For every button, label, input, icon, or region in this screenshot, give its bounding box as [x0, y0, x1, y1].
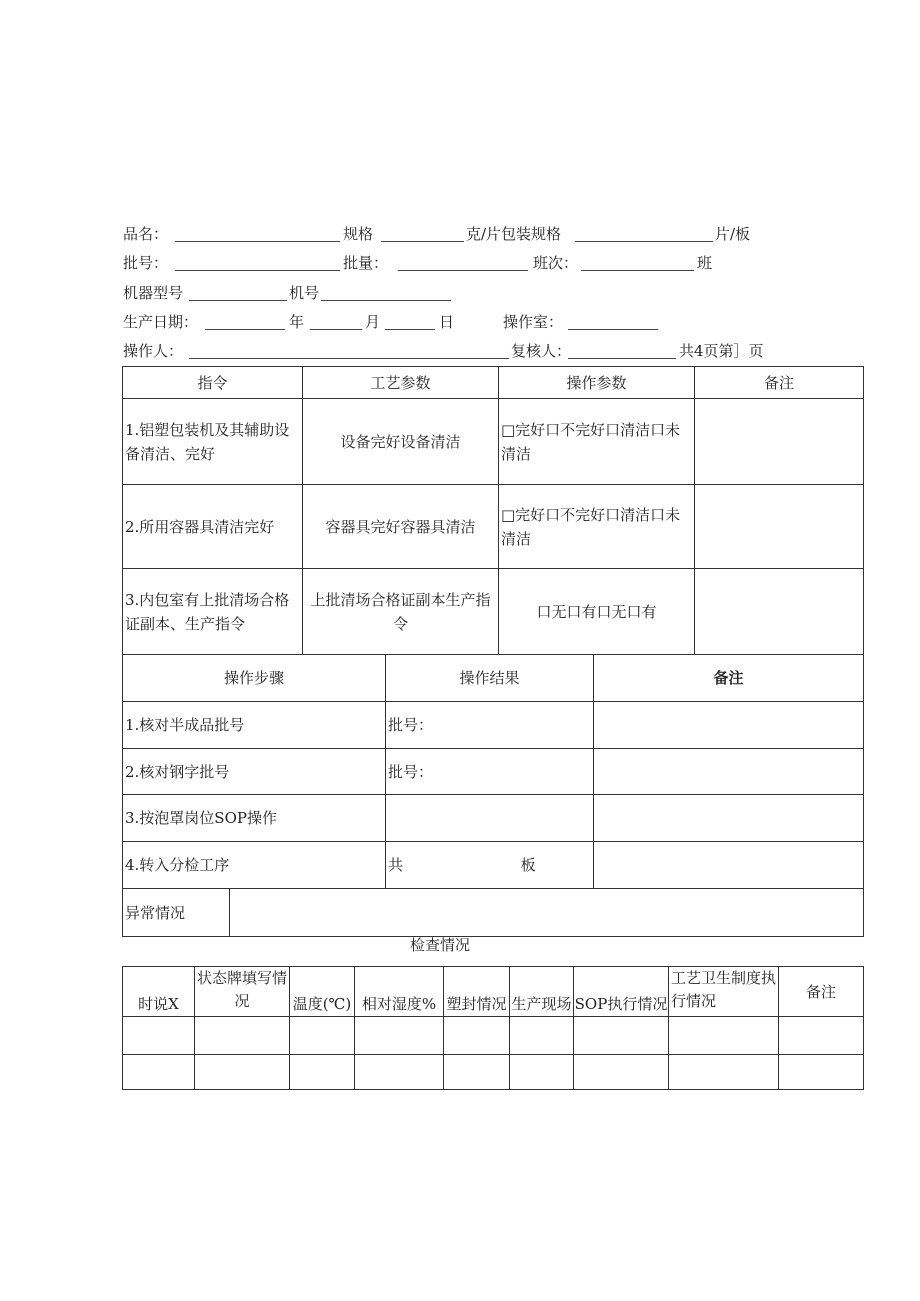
table-row [123, 1017, 864, 1055]
shift-label: 班次： [533, 254, 579, 272]
machine-model-field[interactable] [189, 285, 287, 301]
hygiene-cell[interactable] [669, 1017, 779, 1055]
col-header-note: 备注 [779, 967, 864, 1017]
pack-spec-field[interactable] [575, 226, 713, 242]
site-cell[interactable] [510, 1055, 574, 1090]
status-cell[interactable] [195, 1017, 290, 1055]
step-cell: 3.按泡罩岗位SOP操作 [123, 795, 386, 842]
reviewer-field[interactable] [568, 343, 676, 359]
op-cell[interactable]: □完好口不完好口清洁口未清洁 [499, 399, 695, 485]
col-header-time: 时说X [123, 967, 195, 1017]
step-cell: 4.转入分检工序 [123, 842, 386, 889]
quantity-label: 批量： [343, 254, 389, 272]
humidity-cell[interactable] [355, 1017, 444, 1055]
param-cell: 容器具完好容器具清洁 [303, 485, 499, 569]
table-header-row [123, 655, 864, 702]
table-row [123, 485, 864, 569]
note-cell[interactable] [779, 1017, 864, 1055]
status-cell[interactable] [195, 1055, 290, 1090]
seal-cell[interactable] [444, 1017, 510, 1055]
time-cell[interactable] [123, 1017, 195, 1055]
col-header-temperature: 温度(℃) [290, 967, 355, 1017]
result-count-suffix: 板 [520, 856, 536, 874]
step-cell: 2.核对钢字批号 [123, 749, 386, 795]
prod-date-label: 生产日期： [123, 313, 199, 331]
col-header-hygiene: 工艺卫生制度执行情况 [669, 967, 779, 1017]
note-cell[interactable] [594, 702, 864, 749]
seal-cell[interactable] [444, 1055, 510, 1090]
shift-field[interactable] [581, 255, 694, 271]
room-field[interactable] [568, 314, 658, 330]
result-cell[interactable]: 批号： [386, 749, 594, 795]
time-cell[interactable] [123, 1055, 195, 1090]
site-cell[interactable] [510, 1017, 574, 1055]
machine-model-label: 机器型号 [123, 284, 184, 302]
day-field[interactable] [385, 314, 435, 330]
note-cell[interactable] [594, 795, 864, 842]
batch-label: 批号： [123, 254, 169, 272]
abnormal-row [123, 889, 864, 937]
abnormal-label: 异常情况 [123, 889, 230, 937]
hygiene-cell[interactable] [669, 1055, 779, 1090]
col-header-sop: SOP执行情况 [574, 967, 669, 1017]
operator-label: 操作人： [123, 342, 184, 360]
param-cell: 上批清场合格证副本生产指令 [303, 569, 499, 655]
param-cell: 设备完好设备清洁 [303, 399, 499, 485]
result-count-prefix: 共 [388, 856, 404, 874]
machine-no-field[interactable] [321, 285, 451, 301]
reviewer-label: 复核人： [511, 342, 572, 360]
shift-suffix: 班 [697, 254, 713, 272]
piece-per-board-label: 片/板 [715, 225, 751, 243]
day-label: 日 [439, 313, 455, 331]
col-header-result: 操作结果 [386, 655, 594, 702]
instruction-cell: 3.内包室有上批清场合格证副本、生产指令 [123, 569, 303, 655]
col-header-note: 备注 [695, 367, 864, 399]
col-header-humidity: 相对湿度% [355, 967, 444, 1017]
operator-field[interactable] [189, 343, 509, 359]
note-cell[interactable] [594, 842, 864, 889]
col-header-status-card: 状态牌填写情况 [195, 967, 290, 1017]
instruction-table [122, 366, 864, 655]
op-cell[interactable]: □完好口不完好口清洁口未清洁 [499, 485, 695, 569]
result-cell[interactable]: 批号： [386, 702, 594, 749]
col-header-seal: 塑封情况 [444, 967, 510, 1017]
note-cell[interactable] [594, 749, 864, 795]
inspection-title: 检查情况 [409, 936, 470, 954]
sop-cell[interactable] [574, 1055, 669, 1090]
pack-spec-label: 克/片包装规格 [466, 225, 562, 243]
result-cell[interactable] [386, 795, 594, 842]
table-row [123, 702, 864, 749]
instruction-cell: 2.所用容器具清洁完好 [123, 485, 303, 569]
instruction-cell: 1.铝塑包装机及其辅助设备清洁、完好 [123, 399, 303, 485]
note-cell[interactable] [779, 1055, 864, 1090]
spec-field[interactable] [381, 226, 464, 242]
humidity-cell[interactable] [355, 1055, 444, 1090]
abnormal-field[interactable] [230, 889, 864, 937]
note-cell[interactable] [695, 399, 864, 485]
pages-text: 共4页第］页 [679, 342, 764, 360]
month-field[interactable] [310, 314, 362, 330]
table-header-row [123, 967, 864, 1017]
table-row [123, 749, 864, 795]
operation-table [122, 654, 864, 937]
table-row [123, 795, 864, 842]
batch-field[interactable] [175, 255, 340, 271]
note-cell[interactable] [695, 569, 864, 655]
spec-label: 规格 [343, 225, 374, 243]
col-header-op: 操作参数 [499, 367, 695, 399]
machine-no-label: 机号 [289, 284, 320, 302]
temp-cell[interactable] [290, 1017, 355, 1055]
col-header-instruction: 指令 [123, 367, 303, 399]
note-cell[interactable] [695, 485, 864, 569]
product-name-label: 品名： [123, 225, 169, 243]
room-label: 操作室： [503, 313, 564, 331]
col-header-param: 工艺参数 [303, 367, 499, 399]
sop-cell[interactable] [574, 1017, 669, 1055]
step-cell: 1.核对半成品批号 [123, 702, 386, 749]
table-row [123, 842, 864, 889]
col-header-site: 生产现场 [510, 967, 574, 1017]
table-row [123, 569, 864, 655]
result-cell[interactable] [386, 842, 594, 889]
table-header-row [123, 367, 864, 399]
temp-cell[interactable] [290, 1055, 355, 1090]
month-label: 月 [365, 313, 381, 331]
inspection-table [122, 966, 864, 1090]
table-row [123, 399, 864, 485]
quantity-field[interactable] [398, 255, 528, 271]
col-header-step: 操作步骤 [123, 655, 386, 702]
year-label: 年 [289, 313, 305, 331]
product-name-field[interactable] [175, 226, 340, 242]
table-row [123, 1055, 864, 1090]
year-field[interactable] [205, 314, 285, 330]
col-header-note: 备注 [594, 655, 864, 702]
op-cell[interactable]: 口无口有口无口有 [499, 569, 695, 655]
